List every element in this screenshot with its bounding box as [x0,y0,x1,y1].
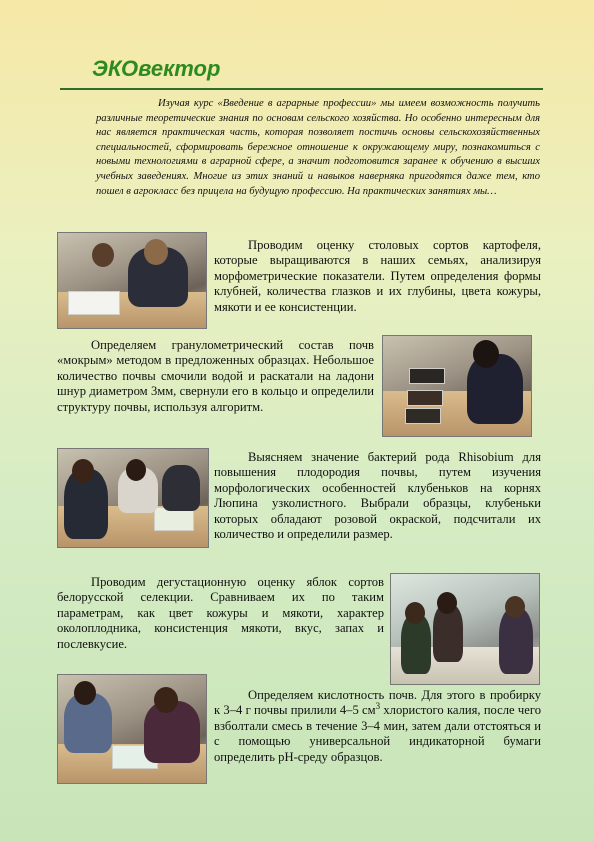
photo-soil-acidity [57,674,207,784]
cubic-superscript: 3 [375,701,381,712]
section-potato-text: Проводим оценку столовых сортов картофеля, которые выращиваются в наших семьях, анализируя морфометрические показатели. Путем определения формы клубней, количества глазков и их глубины, цвета кожуры, мякоти и ее консистенции. [214,238,541,314]
section-soil-acidity-text [214,688,541,765]
section-apple-tasting-text: Проводим дегустационную оценку яблок сортов белорусской селекции. Сравниваем их по таким параметрам, как цвет кожуры и мякоти, характер околоплодника, консистенция мякоти, вкус, запах и послевкусие. [57,575,384,651]
title-divider [60,88,543,90]
page-title: ЭКОвектор [92,56,221,81]
section-soil-granulometry-text: Определяем гранулометрический состав почв «мокрым» методом в предложенных образцах. Небольшое количество почвы смочили водой и раскатали на ладони шнур диаметром 3мм, свернули его в кольцо и определили структуру почвы, используя алгоритм. [57,338,374,414]
photo-apple-tasting [390,573,540,685]
section-rhizobium-text: Выясняем значение бактерий рода Rhisobium для повышения плодородия почвы, путем изучения морфологических особенностей клубеньков на корнях Люпина узколистного. Выбрали образцы, клубеньки которых обладают розовой окраской, подсчитали их количество и определили размер. [214,450,541,542]
photo-soil-samples [382,335,532,437]
photo-lupine-nodules [57,448,209,548]
soil-acidity-text-part1: Определяем кислотность почв. Для этого в пробирку к 3–4 г почвы прилили 4–5 см [214,688,541,718]
soil-acidity-text-part2: хлористого калия, после чего взболтали смесь в течение 3–4 мин, затем дали отстояться и с помощью универсальной индикаторной бумаги определить рН-среду образцов. [214,703,541,764]
photo-potato-evaluation [57,232,207,329]
intro-paragraph: Изучая курс «Введение в аграрные профессии» мы имеем возможность получить различные теоретические знания по основам сельского хозяйства. Но особенно интересным для нас является практическая часть, которая позволяет постичь основы сельскохозяйственных специальностей, сформировать бережное отношение к окружающему миру, познакомиться с новыми технологиями в аграрной сфере, а значит подготовится заранее к обучению в высших учебных заведениях. Многие из этих знаний и навыков наверняка пригодятся даже тем, кто пошел в агрокласс без прицела на будущую профессию. На практических занятиях мы… [96,98,540,197]
